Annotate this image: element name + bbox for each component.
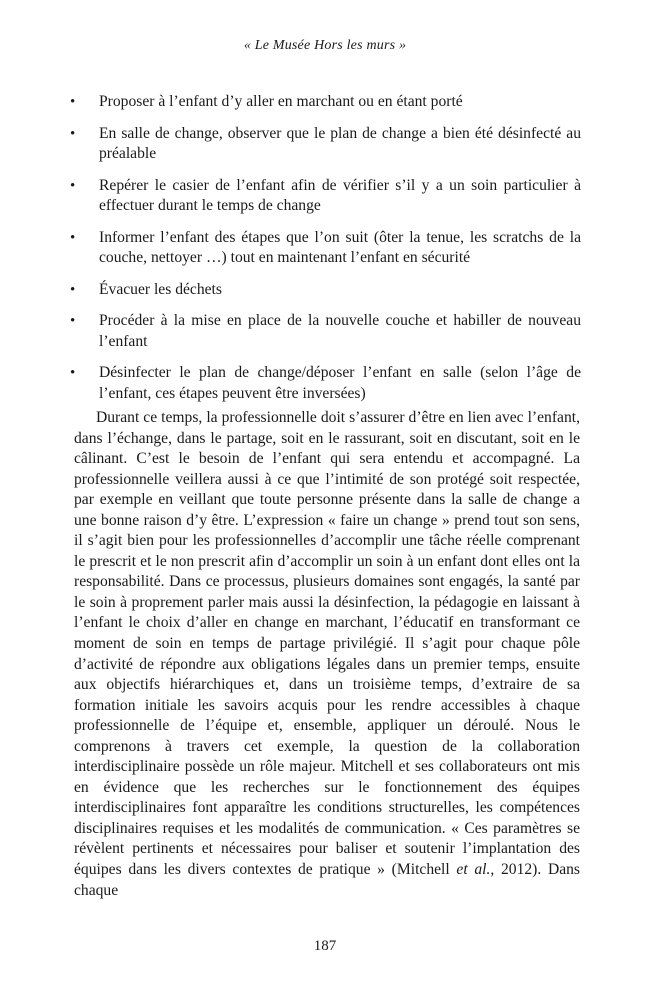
bullet-icon: • [70,94,76,110]
citation-italic: et al. [456,861,491,879]
paragraph-text: Durant ce temps, la professionnelle doit s’assurer d’être en lien avec l’enfant, dans l’échange, dans le partage, soit en le rassurant, soit en discutant, soit en le câlinant. C’est le besoin de l’enfant qui sera entendu et accompagné. La professionnelle veillera aussi à ce que l’intimité de son protégé soit respectée, par exemple en veillant que toute personne présente dans la salle de change a une bonne raison d’y être. L’expression « faire un change » prend tout son sens, il s’agit bien pour les professionnelles d’accomplir une tâche réelle comprenant le prescrit et le non prescrit afin d’accomplir un soin à un enfant dont elles ont la responsabilité. Dans ce processus, plusieurs domaines sont engagés, la santé par le soin à proprement parler mais aussi la désinfection, la pédagogie en laissant à l’enfant le choix d’aller en change en marchant, l’éducatif en transformant ce moment de soin en temps de partage privilégié. Il s’agit pour chaque pôle d’activité de répondre aux obligations légales dans un premier temps, ensuite aux objectifs hiérarchiques et, dans un troisième temps, d’extraire de sa formation initiale les savoirs acquis pour les rendre accessibles à chaque professionnelle de l’équipe et, ensemble, appliquer un déroulé. Nous le comprenons à travers cet exemple, la question de la collaboration interdisciplinaire possède un rôle majeur. Mitchell et ses collaborateurs ont mis en évidence que les recherches sur le fonctionnement des équipes interdisciplinaires font apparaître les conditions structurelles, les compétences disciplinaires requises et les modalités de communication. « Ces paramètres se révèlent pertinents et nécessaires pour baliser et soutenir l’implantation des équipes dans les divers contextes de pratique » (Mitchell [74,409,580,879]
list-item [66,228,581,269]
list-item [66,124,581,165]
bullet-icon: • [70,229,76,246]
list-item [66,363,581,404]
list-item-text: Évacuer les déchets [99,280,222,298]
list-item-text: Informer l’enfant des étapes que l’on suit (ôter la tenue, les scratchs de la couche, nettoyer …) tout en maintenant l’enfant en sécurité [99,228,581,266]
bullet-list [66,92,581,415]
bullet-icon: • [70,365,76,381]
running-header: « Le Musée Hors les murs » [243,38,407,53]
bullet-icon: • [70,281,76,298]
list-item-text: Procéder à la mise en place de la nouvelle couche et habiller de nouveau l’enfant [99,312,581,350]
list-item-text: Désinfecter le plan de change/déposer l’enfant en salle (selon l’âge de l’enfant, ces étapes peuvent être inversées) [99,364,581,402]
list-item-text: Repérer le casier de l’enfant afin de vérifier s’il y a un soin particulier à effectuer durant le temps de change [99,176,581,214]
list-item [66,176,581,217]
page-number: 187 [313,938,337,954]
bullet-icon: • [70,177,76,194]
list-item-text: En salle de change, observer que le plan de change a bien été désinfecté au préalable [99,124,581,162]
bullet-icon: • [70,125,76,142]
list-item [66,92,581,113]
paragraph-text-end: , 2012). Dans chaque [74,861,580,899]
list-item-text: Proposer à l’enfant d’y aller en marchant ou en étant porté [99,93,463,110]
bullet-icon: • [70,313,76,329]
list-item [66,280,581,301]
body-paragraph [74,408,580,901]
list-item [66,311,581,352]
